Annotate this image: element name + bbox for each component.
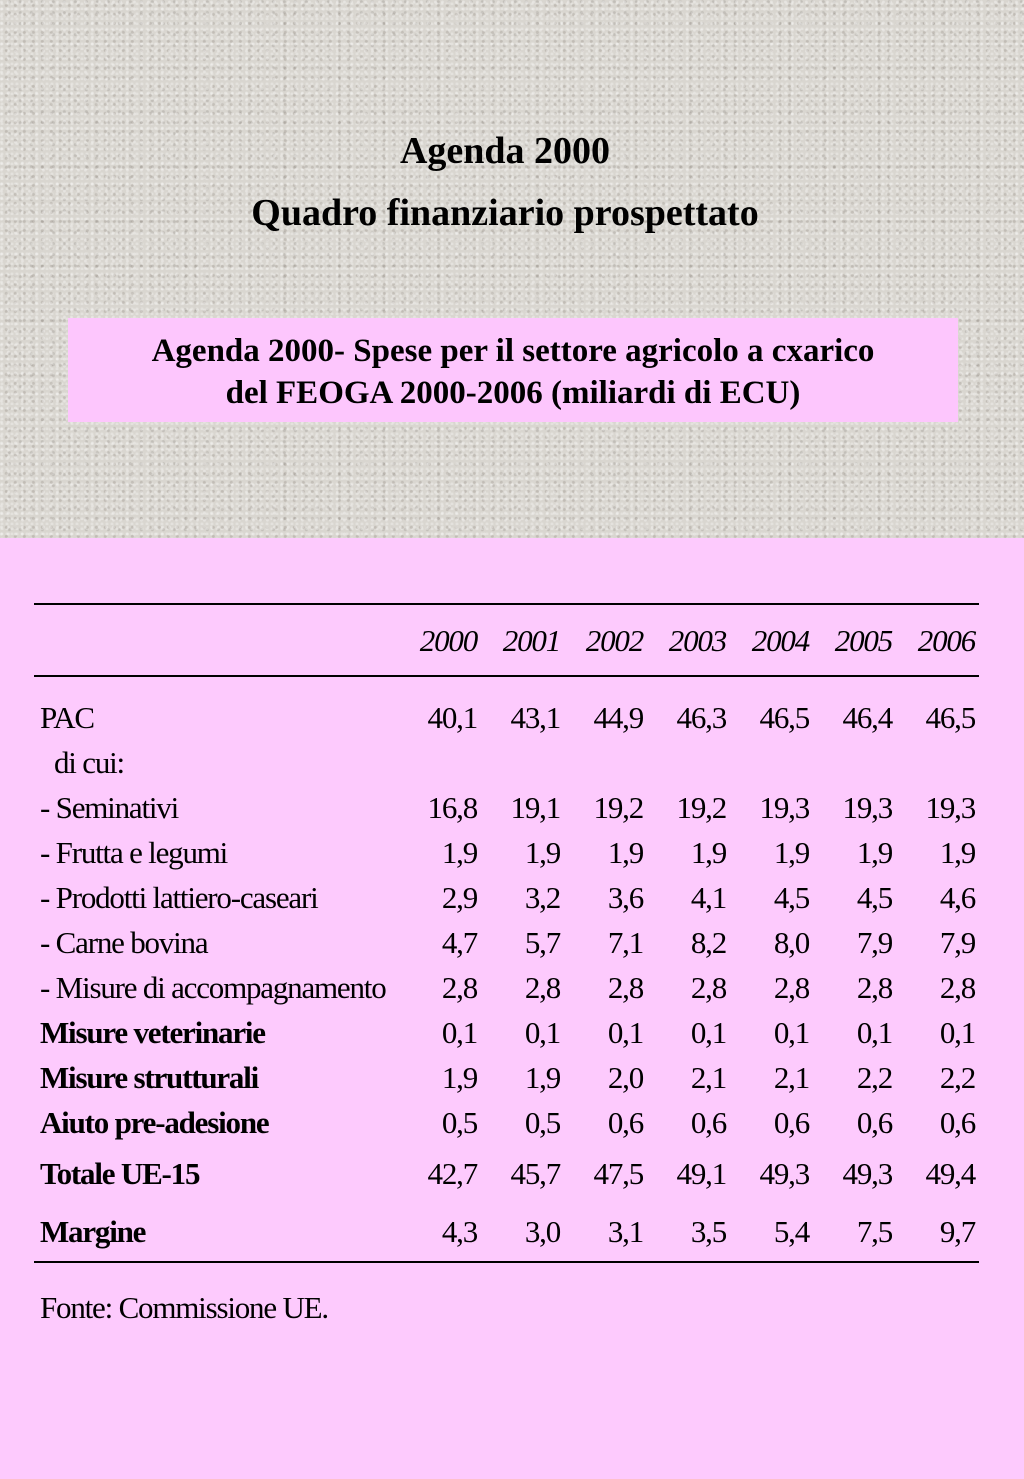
cell-value: 4,5	[856, 879, 892, 915]
header-label-cell	[34, 604, 398, 676]
cell-value: 1,9	[441, 834, 477, 870]
year-header: 2001	[481, 604, 564, 676]
cell-value: 19,1	[510, 789, 560, 825]
cell-value: 1,9	[773, 834, 809, 870]
cell-value: 2,1	[690, 1059, 726, 1095]
cell-value: 0,1	[690, 1014, 726, 1050]
cell-value: 0,1	[773, 1014, 809, 1050]
cell-value: 0,6	[773, 1104, 809, 1140]
cell-value: 7,1	[607, 924, 643, 960]
row-label: Aiuto pre-adesione	[40, 1104, 269, 1140]
cell-value: 1,9	[939, 834, 975, 870]
cell-value: 16,8	[427, 789, 477, 825]
caption-line-1: Agenda 2000- Spese per il settore agricolo a cxarico	[151, 333, 875, 369]
title-line-2: Quadro finanziario prospettato	[251, 192, 759, 234]
cell-value: 3,5	[647, 1203, 730, 1262]
cell-value: 7,9	[856, 924, 892, 960]
cell-value: 19,2	[676, 789, 726, 825]
cell-value: 2,1	[773, 1059, 809, 1095]
cell-value: 0,6	[939, 1104, 975, 1140]
cell-value: 5,4	[730, 1203, 813, 1262]
caption-line-2: del FEOGA 2000-2006 (miliardi di ECU)	[225, 375, 801, 411]
cell-value: 1,9	[690, 834, 726, 870]
cell-value: 0,6	[690, 1104, 726, 1140]
cell-value: 44,9	[593, 699, 643, 735]
slide-title	[0, 120, 1010, 244]
cell-value: 1,9	[524, 834, 560, 870]
cell-value: 4,6	[939, 879, 975, 915]
cell-value: 2,9	[441, 879, 477, 915]
cell-value: 46,3	[676, 699, 726, 735]
table-row	[34, 1055, 979, 1100]
row-label: - Frutta e legumi	[40, 834, 228, 870]
cell-value: 4,5	[773, 879, 809, 915]
cell-value: 9,7	[896, 1203, 979, 1262]
table-row	[34, 740, 979, 785]
table-row	[34, 676, 979, 740]
row-label: Misure veterinarie	[40, 1014, 265, 1050]
cell-value: 0,1	[939, 1014, 975, 1050]
year-header: 2006	[896, 604, 979, 676]
row-label: Totale UE-15	[40, 1156, 200, 1191]
cell-value: 0,1	[441, 1014, 477, 1050]
cell-value: 19,3	[759, 789, 809, 825]
cell-value: 7,9	[939, 924, 975, 960]
table-row-total	[34, 1145, 979, 1203]
cell-value: 46,5	[925, 699, 975, 735]
cell-value: 46,4	[842, 699, 892, 735]
row-label: - Seminativi	[40, 789, 178, 825]
cell-value: 2,8	[524, 969, 560, 1005]
table-header-row	[34, 604, 979, 676]
cell-value: 2,8	[773, 969, 809, 1005]
year-header: 2002	[564, 604, 647, 676]
cell-value: 0,1	[524, 1014, 560, 1050]
cell-value: 4,3	[398, 1203, 481, 1262]
table-row	[34, 875, 979, 920]
cell-value: 49,4	[925, 1156, 975, 1191]
row-label: PAC	[40, 699, 94, 735]
row-label: - Prodotti lattiero-caseari	[40, 879, 318, 915]
cell-value: 4,1	[690, 879, 726, 915]
cell-value: 2,8	[939, 969, 975, 1005]
table-caption-box	[68, 318, 958, 422]
cell-value: 3,1	[564, 1203, 647, 1262]
cell-value: 0,5	[441, 1104, 477, 1140]
cell-value: 0,1	[856, 1014, 892, 1050]
cell-value: 1,9	[524, 1059, 560, 1095]
year-header: 2000	[398, 604, 481, 676]
cell-value: 4,7	[441, 924, 477, 960]
cell-value: 8,2	[690, 924, 726, 960]
cell-value: 1,9	[441, 1059, 477, 1095]
cell-value: 46,5	[759, 699, 809, 735]
cell-value: 2,8	[690, 969, 726, 1005]
cell-value: 0,5	[524, 1104, 560, 1140]
cell-value: 3,6	[607, 879, 643, 915]
row-label: - Carne bovina	[40, 924, 208, 960]
cell-value: 5,7	[524, 924, 560, 960]
year-header: 2004	[730, 604, 813, 676]
cell-value: 45,7	[510, 1156, 560, 1191]
cell-value: 2,8	[856, 969, 892, 1005]
table-row	[34, 920, 979, 965]
row-label: Misure strutturali	[40, 1059, 259, 1095]
cell-value: 19,3	[842, 789, 892, 825]
cell-value: 0,6	[607, 1104, 643, 1140]
cell-value: 49,3	[759, 1156, 809, 1191]
cell-value: 2,8	[607, 969, 643, 1005]
cell-value: 0,1	[607, 1014, 643, 1050]
row-label: - Misure di accompagnamento	[40, 969, 386, 1005]
cell-value: 19,2	[593, 789, 643, 825]
table-row	[34, 965, 979, 1010]
cell-value: 2,2	[856, 1059, 892, 1095]
cell-value: 47,5	[593, 1156, 643, 1191]
financial-table	[34, 603, 979, 1263]
table-row	[34, 1010, 979, 1055]
cell-value: 1,9	[607, 834, 643, 870]
row-label: di cui:	[54, 744, 124, 780]
table-row	[34, 785, 979, 830]
cell-value: 2,8	[441, 969, 477, 1005]
row-label: Margine	[34, 1203, 398, 1262]
cell-value: 2,0	[607, 1059, 643, 1095]
cell-value: 0,6	[856, 1104, 892, 1140]
table-row-margin	[34, 1203, 979, 1262]
year-header: 2003	[647, 604, 730, 676]
cell-value: 1,9	[856, 834, 892, 870]
table-panel	[0, 538, 1024, 1479]
cell-value: 49,3	[842, 1156, 892, 1191]
source-note: Fonte: Commissione UE.	[40, 1290, 328, 1325]
year-header: 2005	[813, 604, 896, 676]
cell-value: 3,2	[524, 879, 560, 915]
cell-value: 7,5	[813, 1203, 896, 1262]
cell-value: 43,1	[510, 699, 560, 735]
cell-value: 40,1	[427, 699, 477, 735]
cell-value: 3,0	[481, 1203, 564, 1262]
cell-value: 2,2	[939, 1059, 975, 1095]
cell-value: 42,7	[427, 1156, 477, 1191]
title-line-1: Agenda 2000	[399, 130, 611, 172]
cell-value: 49,1	[676, 1156, 726, 1191]
cell-value: 19,3	[925, 789, 975, 825]
table-row	[34, 830, 979, 875]
cell-value: 8,0	[773, 924, 809, 960]
table-row	[34, 1100, 979, 1145]
